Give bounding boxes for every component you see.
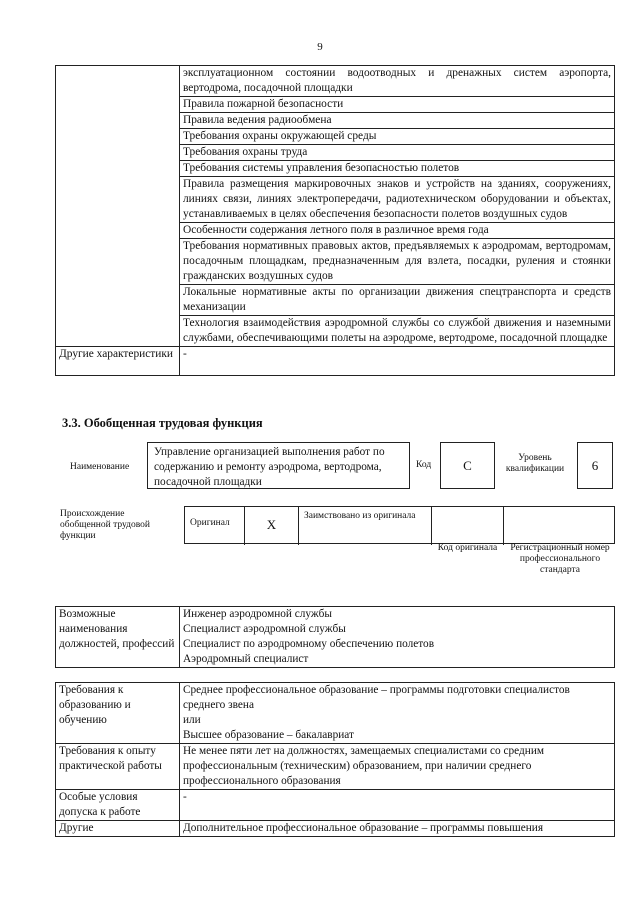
table-row [56,607,615,668]
positions-table [55,606,615,668]
cell-text: Требования охраны труда [180,145,615,161]
cell-text: Правила пожарной безопасности [180,97,615,113]
code-label: Код [416,460,432,470]
page-number: 9 [317,41,323,53]
cell-text: Требования нормативных правовых актов, предъявляемых к аэродромам, вертодромам, посадочным площадкам, предназначенным для взлета, посадки, руления и стоянки гражданских воздушных судов [180,239,615,285]
cell-text: Требования охраны окружающей среды [180,129,615,145]
table-row [56,683,615,744]
list-item: Высшее образование – бакалавриат [183,729,354,741]
table-row [56,821,615,837]
cell-text: Правила размещения маркировочных знаков и устройств на зданиях, сооружениях, линиях связи, линиях электропередачи, радиотехническом оборудовании и объектах, устанавливаемых в целях обеспечения безопасности полетов воздушных судов [180,177,615,223]
list-item: Инженер аэродромной службы [183,608,332,620]
level-value: 6 [577,442,613,489]
code-value: С [440,442,495,489]
experience-label: Требования к опыту практической работы [56,744,180,790]
list-item: Среднее профессиональное образование – программы подготовки специалистов среднего звена [183,684,570,711]
original-label: Оригинал [190,518,230,528]
cell-text: Локальные нормативные акты по организации движения спецтранспорта и средств механизации [180,285,615,316]
left-cell [56,66,180,347]
name-label: Наименование [70,462,130,472]
knowledge-table [55,65,615,376]
reg-number-cell [504,507,614,545]
cell-text: - [180,347,615,376]
education-value [180,683,615,744]
table-row [56,790,615,821]
borrowed-label: Заимствовано из оригинала [304,511,416,521]
reg-number-caption: Регистрационный номер профессионального стандарта [510,543,610,575]
original-cell [185,507,245,545]
special-conditions-value: - [180,790,615,821]
code-original-caption: Код оригинала [437,543,498,553]
other-characteristics-label: Другие характеристики [56,347,180,376]
table-row [56,744,615,790]
education-label: Требования к образованию и обучению [56,683,180,744]
function-name: Управление организацией выполнения работ по содержанию и ремонту аэродрома, вертодрома, посадочной площадки [147,442,410,489]
cell-text: Технология взаимодействия аэродромной службы со службой движения и наземными службами, обеспечивающими полеты на аэродроме, вертодроме, посадочной площадке [180,316,615,347]
experience-value: Не менее пяти лет на должностях, замещаемых специалистами со средним профессиональным (техническим) образованием, при наличии среднего профессионального образования [180,744,615,790]
requirements-table [55,682,615,837]
origin-row [184,506,615,544]
borrowed-cell [299,507,432,545]
special-conditions-label: Особые условия допуска к работе [56,790,180,821]
cell-text: Особенности содержания летного поля в различное время года [180,223,615,239]
table-row [56,66,615,97]
origin-label: Происхождение обобщенной трудовой функции [60,509,150,541]
list-item: Специалист аэродромной службы [183,623,346,635]
list-item: Специалист по аэродромному обеспечению полетов [183,638,435,650]
positions-label: Возможные наименования должностей, профессий [56,607,180,668]
list-item: или [183,714,201,726]
code-original-cell [432,507,504,545]
cell-text: Требования системы управления безопасностью полетов [180,161,615,177]
cell-text: Правила ведения радиообмена [180,113,615,129]
table-row [56,347,615,376]
positions-list [180,607,615,668]
list-item: Аэродромный специалист [183,653,309,665]
other-label: Другие [56,821,180,837]
level-label: Уровень квалификации [505,453,565,474]
section-heading: 3.3. Обобщенная трудовая функция [62,416,263,430]
other-value: Дополнительное профессиональное образование – программы повышения [180,821,615,837]
cell-text: эксплуатационном состоянии водоотводных и дренажных систем аэропорта, вертодрома, посадочной площадки [180,66,615,97]
original-mark: X [245,507,299,545]
